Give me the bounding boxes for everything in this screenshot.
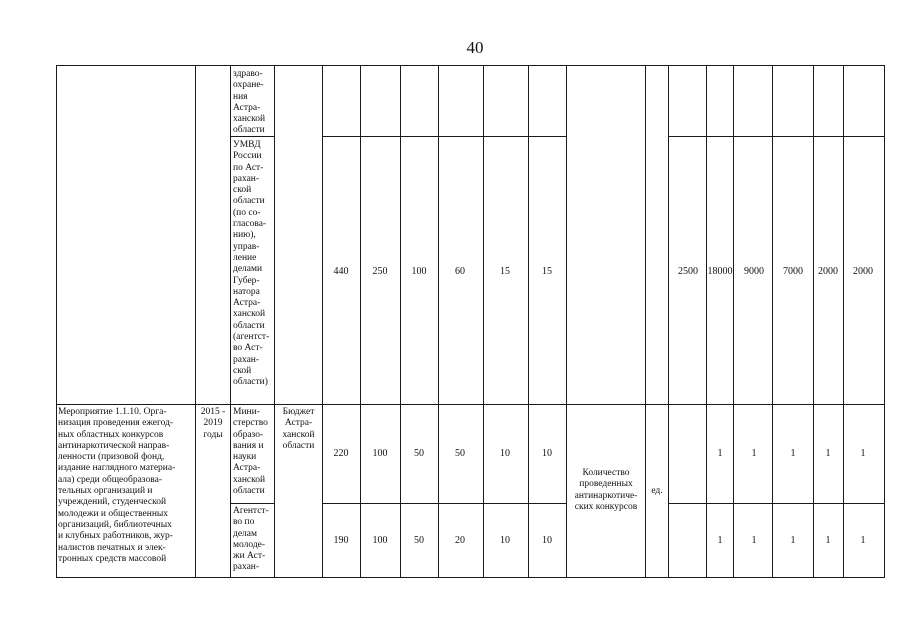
col-line: [813, 65, 814, 578]
value-2015: 1: [717, 535, 723, 546]
amount-total: 440: [333, 266, 349, 277]
value-2017: 1: [790, 448, 796, 459]
funding-source-cell: Бюджет Астра- ханской области: [282, 407, 315, 451]
executor-continued-cell: здраво- охране- ния Астра- ханской области: [233, 69, 266, 136]
amount-2015: 100: [372, 535, 388, 546]
indicator-2017: 7000: [783, 266, 803, 277]
col-line: [528, 65, 529, 578]
amount-total: 190: [333, 535, 349, 546]
col-line: [56, 65, 57, 578]
value-2019: 1: [860, 535, 866, 546]
col-line: [772, 65, 773, 578]
col-line: [195, 65, 196, 578]
col-line: [438, 65, 439, 578]
col-line: [322, 65, 323, 578]
value-2019: 1: [860, 448, 866, 459]
value-2015: 1: [717, 448, 723, 459]
value-2018: 1: [825, 535, 831, 546]
col-line: [733, 65, 734, 578]
col-line: [400, 65, 401, 578]
amount-total: 220: [333, 448, 349, 459]
executor-youth-agency-cell: Агентст- во по делам молоде- жи Аст- рахан-: [233, 506, 269, 573]
row-divider: [231, 503, 274, 504]
table-top-border: [56, 65, 884, 66]
col-line: [645, 65, 646, 578]
amount-2016: 100: [411, 266, 427, 277]
col-line: [843, 65, 844, 578]
col-line: [483, 65, 484, 578]
amount-2018: 10: [500, 448, 510, 459]
amount-2019: 10: [542, 448, 552, 459]
event-description-cell: Мероприятие 1.1.10. Орга- низация проведения ежегод- ных областных конкурсов антинаркотической направ- ленности (призовой фонд, издание наглядного материа- ала) среди общеобразова- тельных организаций и учреждений, студенческой молодежи и общественных организаций, библиотечных и клубных работников, жур- налистов печатных и элек- тронных средств массовой: [58, 407, 176, 564]
value-2018: 1: [825, 448, 831, 459]
indicator-2019: 2000: [853, 266, 873, 277]
executor-ministry-cell: Мини- стерство образо- вания и науки Астра- ханской области: [233, 407, 268, 497]
table-bottom-border: [56, 577, 884, 578]
amount-2019: 15: [542, 266, 552, 277]
row-divider: [668, 503, 884, 504]
row-divider: [56, 404, 884, 405]
value-2016: 1: [751, 535, 757, 546]
amount-2017: 50: [455, 448, 465, 459]
indicator-2018: 2000: [818, 266, 838, 277]
value-2017: 1: [790, 535, 796, 546]
col-line: [706, 65, 707, 578]
col-line: [360, 65, 361, 578]
amount-2018: 15: [500, 266, 510, 277]
row-divider: [668, 136, 884, 137]
col-line: [668, 65, 669, 578]
amount-2015: 100: [372, 448, 388, 459]
indicator-2015: 18000: [707, 266, 733, 277]
period-cell: 2015 - 2019 годы: [200, 407, 226, 440]
indicator-2016: 9000: [744, 266, 764, 277]
executor-umvd-cell: УМВД России по Аст- рахан- ской области (по со- гласова- нию), управ- ление делами Губер- натора Астра- ханской области (агентст- во Аст- рахан- ской области): [233, 140, 270, 388]
indicator-name-cell: Количество проведенных антинаркотиче- ских конкурсов: [574, 468, 638, 512]
amount-2016: 50: [414, 448, 424, 459]
amount-2017: 60: [455, 266, 465, 277]
amount-2015: 250: [372, 266, 388, 277]
amount-2018: 10: [500, 535, 510, 546]
indicator-base: 2500: [678, 266, 698, 277]
page-number: 40: [466, 38, 484, 57]
amount-2019: 10: [542, 535, 552, 546]
col-line: [230, 65, 231, 578]
unit-cell: ед.: [651, 486, 663, 496]
value-2016: 1: [751, 448, 757, 459]
col-line: [884, 65, 885, 578]
amount-2016: 50: [414, 535, 424, 546]
amount-2017: 20: [455, 535, 465, 546]
